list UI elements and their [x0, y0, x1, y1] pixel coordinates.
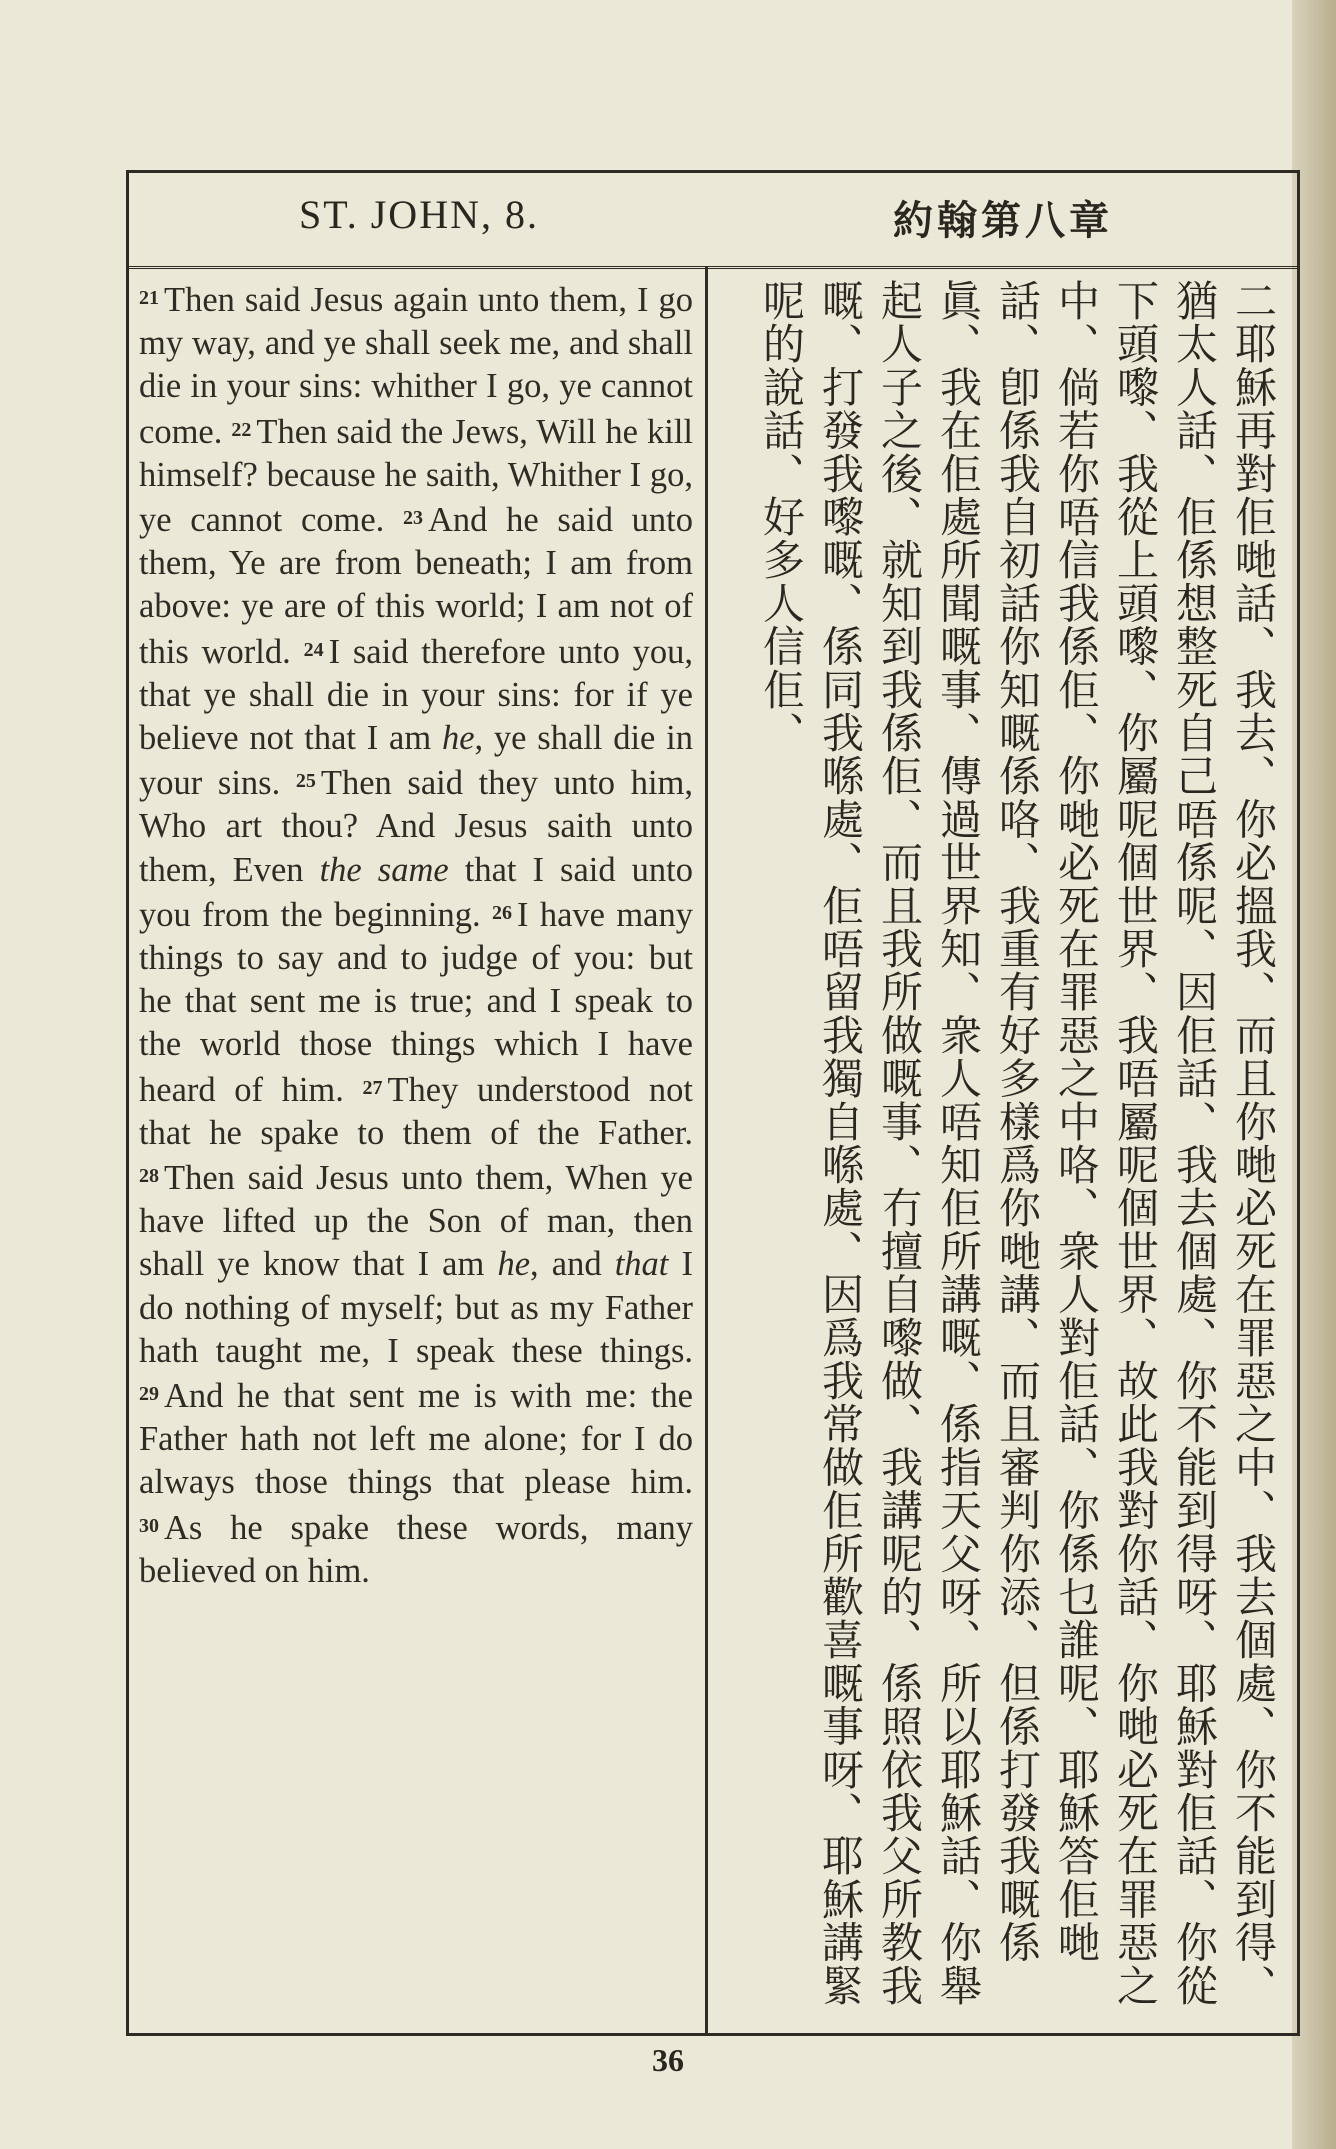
- verse-text: I have many things to say and to judge of you: but he that sent me is true; and I speak to the world those things which I have heard of him.: [139, 895, 693, 1109]
- running-header: [129, 173, 1297, 269]
- verse-number: 23: [403, 507, 423, 530]
- verse-text: , and: [530, 1245, 615, 1284]
- english-text: [133, 277, 693, 1593]
- english-running-title: ST. JOHN, 8.: [299, 192, 539, 237]
- verse-number: 24: [303, 638, 324, 661]
- column-divider: [705, 266, 708, 2033]
- verse-text: I do nothing of myself; but as my Father hath taught me, I speak these things.: [139, 1245, 693, 1370]
- chinese-running-title: 約翰第八章: [893, 198, 1113, 244]
- english-column: [133, 277, 693, 2017]
- verse-number: 29: [139, 1383, 159, 1406]
- verse-number: 27: [362, 1076, 383, 1099]
- verse-text: They understood not that he spake to them of the Father.: [139, 1070, 693, 1152]
- italic-word: he: [497, 1245, 531, 1284]
- chinese-text: 二耶穌再對佢哋話、我去、你必搵我、而且你哋必死在罪惡之中、我去個處、你不能到得、猶太人話、佢係想整死自己唔係呢、因佢話、我去個處、你不能到得呀、耶穌對佢話、你從下頭嚟、我從上頭嚟、你屬呢個世界、我唔屬呢個世界、故此我對你話、你哋必死在罪惡之中、倘若你唔信我係佢、你哋必死在罪惡之中咯、衆人對佢話、你係乜誰呢、耶穌答佢哋話、卽係我自初話你知嘅係咯、我重有好多樣爲你哋講、而且審判你添、但係打發我嘅係眞、我在佢處所聞嘅事、傳過世界知、衆人唔知佢所講嘅、係指天父呀、所以耶穌話、你舉起人子之後、就知到我係佢、而且我所做嘅事、冇擅自嚟做、我講呢的、係照依我父所教我嘅、打發我嚟嘅、係同我喺處、佢唔留我獨自喺處、因爲我常做佢所歡喜嘅事呀、耶穌講緊呢的說話、好多人信佢、: [757, 279, 1278, 2007]
- italic-word: that: [614, 1245, 669, 1284]
- verse-text: Then said the Jews, Will he kill himself? because he saith, Whither I go, ye cannot come.: [139, 412, 694, 540]
- verse-text: And he that sent me is with me: the Father hath not left me alone; for I do always those things that please him.: [139, 1377, 693, 1502]
- verse-text: As he spake these words, many believed on him.: [139, 1508, 693, 1590]
- verse-text: Then said they unto him, Who art thou? And Jesus saith unto them, Even: [139, 764, 693, 889]
- text-frame: [126, 170, 1300, 2036]
- verse-number: 21: [139, 287, 159, 309]
- page-number: 36: [652, 2042, 684, 2078]
- verse-text: , ye shall die in your sins.: [139, 719, 693, 803]
- chinese-column: [729, 279, 1283, 2021]
- verse-number: 30: [139, 1514, 159, 1537]
- italic-word: he: [441, 719, 475, 758]
- verse-number: 26: [492, 901, 513, 924]
- verse-number: 22: [231, 418, 252, 441]
- italic-word: the same: [319, 850, 449, 889]
- verse-text: that I said unto you from the beginning.: [139, 850, 694, 934]
- verse-number: 25: [295, 770, 316, 793]
- verse-number: 28: [139, 1165, 159, 1188]
- verse-text: I said therefore unto you, that ye shall die in your sins: for if ye believe not that I am: [139, 632, 694, 758]
- verse-text: Then said Jesus again unto them, I go my way, and ye shall seek me, and shall die in your sins: whither I go, ye cannot come.: [139, 281, 693, 451]
- verse-text: Then said Jesus unto them, When ye have lifted up the Son of man, then shall ye know that I am: [139, 1159, 693, 1284]
- verse-text: And he said unto them, Ye are from beneath; I am from above: ye are of this world; I am not of this world.: [139, 501, 694, 671]
